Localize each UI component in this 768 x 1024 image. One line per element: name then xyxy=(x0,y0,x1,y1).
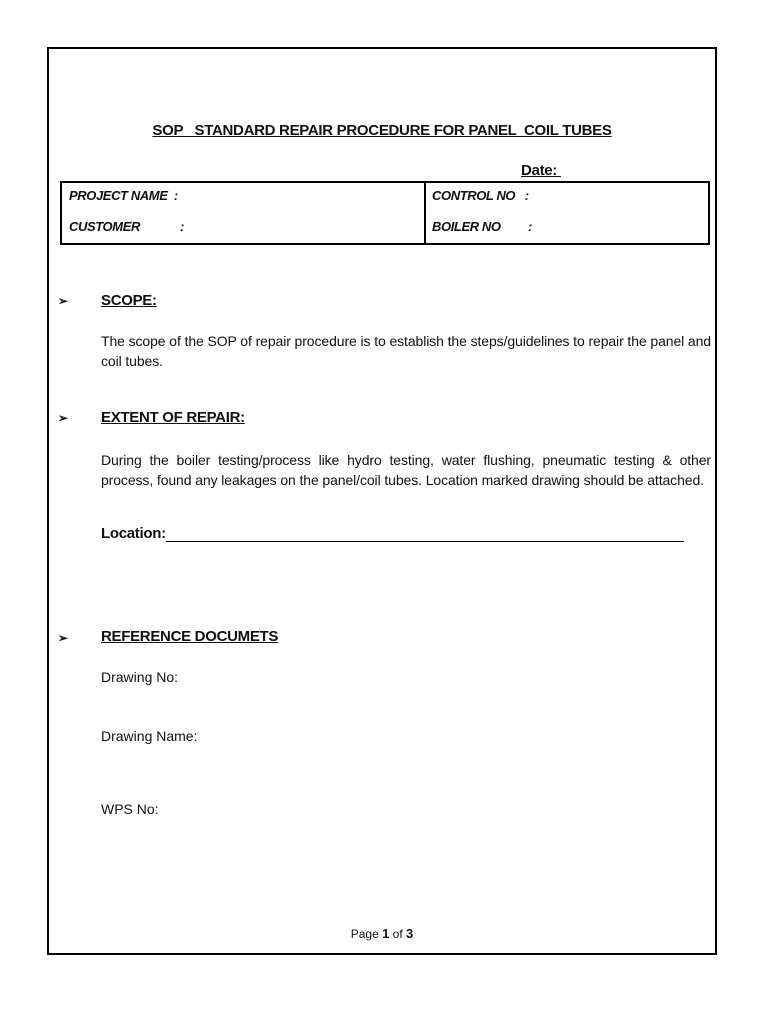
of-word: of xyxy=(392,927,403,941)
scope-heading: SCOPE: xyxy=(101,292,157,309)
current-page-number: 1 xyxy=(382,926,390,941)
wps-no-label: WPS No: xyxy=(101,801,159,817)
drawing-no-label: Drawing No: xyxy=(101,669,179,685)
extent-heading: EXTENT OF REPAIR: xyxy=(101,409,245,426)
project-info-table xyxy=(60,181,710,245)
bullet-icon: ➢ xyxy=(58,294,69,308)
scope-body: The scope of the SOP of repair procedure is to establish the steps/guidelines to repair the panel and coil tubes. xyxy=(101,333,711,369)
extent-body: During the boiler testing/process like hydro testing, water flushing, pneumatic testing & other process, found any leakages on the panel/coil tubes. Location marked drawing should be attached. xyxy=(101,452,711,488)
customer-label: CUSTOMER xyxy=(69,219,140,234)
project-name-label: PROJECT NAME : xyxy=(69,188,178,203)
drawing-name-label: Drawing Name: xyxy=(101,728,198,744)
page-footer xyxy=(49,926,715,941)
boiler-no-colon: : xyxy=(528,219,533,234)
customer-colon: : xyxy=(180,219,185,234)
control-no-label: CONTROL NO : xyxy=(432,188,529,203)
boiler-no-label: BOILER NO xyxy=(432,219,501,234)
page-word: Page xyxy=(350,927,379,941)
location-blank-line xyxy=(166,541,684,542)
location-label: Location: xyxy=(101,525,166,542)
reference-heading: REFERENCE DOCUMETS xyxy=(101,628,279,645)
document-page xyxy=(47,47,717,955)
bullet-icon: ➢ xyxy=(58,631,69,645)
table-divider xyxy=(424,183,426,243)
bullet-icon: ➢ xyxy=(58,411,69,425)
document-title: SOP STANDARD REPAIR PROCEDURE FOR PANEL COIL TUBES xyxy=(152,122,612,139)
date-label: Date: xyxy=(521,162,561,179)
total-pages-number: 3 xyxy=(406,926,414,941)
